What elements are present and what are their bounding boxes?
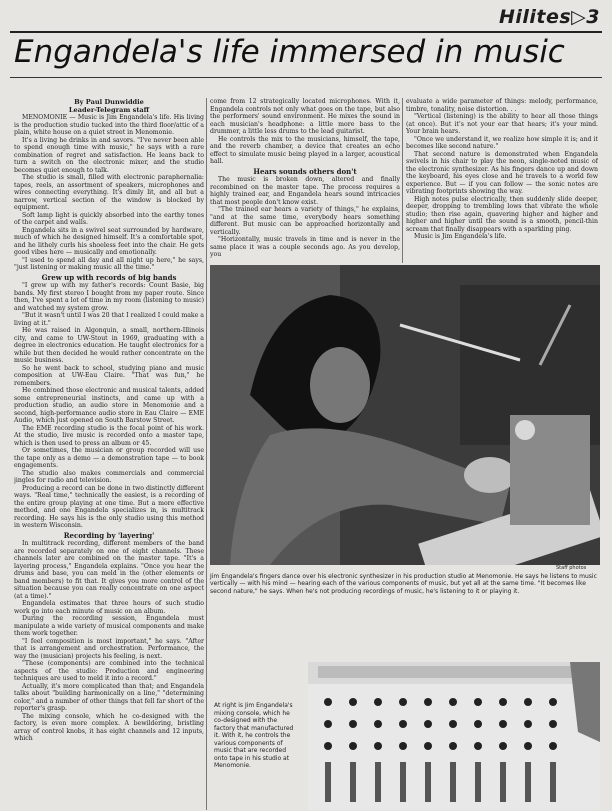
byline-author: By Paul Dunwiddie (74, 98, 144, 106)
article-column-2 (210, 98, 400, 263)
paragraph: During the recording session, Engandela must manipulate a wide variety of musical components and make them work together. (14, 615, 204, 637)
subhead: Grew up with records of big bands (41, 272, 177, 282)
paragraph: "Once we understand it, we realize how simple it is; and it becomes like second nature." (406, 135, 598, 150)
paragraph: In multitrack recording, different members of the band are recorded separately on one of eight channels. These channels later are combined on the master tape. "It's a layering process," Engandela explains. "Once you hear the drums and base, you can meld in the (other elements or band members) to fit that. It gives you more control of the situation because you can really concentrate on one aspect (at a time)." (14, 540, 204, 600)
paragraph: Music is Jim Engandela's life. (414, 233, 507, 240)
paragraph: "I grew up with my father's records: Count Basie, big bands. My first stereo I bought from my paper route. Since then, I've spent a lot of time in my room (listening to music) and watched my system grow. (14, 282, 204, 312)
paragraph: The studio is small, filled with electronic paraphernalia: tapes, reels, an assortment of speakers, microphones and wires connecting everything. It's dimly lit, and all but a narrow, vertical section of the window is blocked by equipment. (14, 174, 204, 211)
byline-staff: Leader-Telegram staff (68, 106, 150, 114)
paragraph: evaluate a wide parameter of things: melody, performance, timbre, tonality, noise distortion. . . (406, 98, 598, 113)
paragraph: Engandela estimates that three hours of such studio work go into each minute of music on an album. (14, 600, 204, 615)
paragraph: High notes pulse electrically, then suddenly slide deeper, deeper, dropping to trembling lows that vibrate the whole studio; then rise again, quavering higher and higher and higher and higher until the sound is a smooth, pencil-thin scream that finally disappears with a sparkling ping. (406, 195, 598, 233)
synthesizer-photo (210, 265, 600, 565)
column-divider (206, 98, 207, 810)
paragraph: "I used to spend all day and all night up here," he says, "just listening or making music all the time." (14, 256, 204, 271)
paragraph: He controls the mix to the musicians, himself, the tape, and the reverb chamber, a device that creates an echo effect to simulate music being played in a larger, acoustical hall. (210, 135, 400, 165)
headline: Engandela's life immersed in music (14, 34, 565, 70)
photo-caption-synthesizer: Jim Engandela's fingers dance over his electronic synthesizer in his production studio at Menomonie. He says he listens to music vertically — with his mind — hearing each of the various components of music, but yet all at the same time. "It becomes like second nature," he says. When he's not producing recordings of music, he's listening to it or playing it. (210, 573, 597, 595)
paragraph: "Horizontally, music travels in time and is never in the same place it was a couple seconds ago. As you develop, you (210, 236, 400, 258)
synthesizer-photo-illustration (210, 265, 600, 565)
paragraph: The mixing console, which he co-designed with the factory, is even more complex. A bewildering, bristling array of control knobs, it has eight channels and 12 inputs, which (14, 712, 204, 742)
paragraph: Engandela sits in a swivel seat surrounded by hardware, much of which he designed himself. It's a comfortable spot, and he lithely curls his shoeless feet into the chair. He gets good vibes here — musically and emotionally. (14, 226, 204, 256)
paragraph: "I feel composition is most important," he says. "After that is arrangement and orchestration. Performance, the way the (musician) projects his feeling, is next. (14, 637, 204, 660)
subhead: Hears sounds others don't (253, 166, 357, 176)
paragraph: "The trained ear hears a variety of things," he explains, "and at the same time, everybody hears something different. But music can be approached horizontally and vertically. (210, 206, 400, 236)
paragraph: Soft lamp light is quickly absorbed into the earthy tones of the carpet and walls. (14, 211, 204, 226)
paragraph: The studio also makes commercials and commercial jingles for radio and television. (14, 469, 204, 484)
paragraph: He combined those electronic and musical talents, added some entrepreneurial instincts, and came up with a production studio, an audio store in Menomonie and a second, high-performance audio store in Eau Claire — EME Audio, which just opened on South Barstow Street. (14, 387, 204, 424)
article-column-1 (14, 98, 204, 810)
paragraph: The music is broken down, altered and finally recombined on the master tape. The process requires a highly trained ear, and Engandela hears sound intricacies that most people don't know exist. (210, 176, 400, 206)
subhead: Recording by 'layering' (63, 530, 155, 540)
section-masthead: Hilites▷3 (498, 6, 600, 28)
paragraph: The EME recording studio is the focal point of his work. At the studio, live music is recorded onto a master tape, which is then used to press an album or 45. (14, 424, 204, 447)
article-column-3 (406, 98, 598, 263)
paragraph: "But it wasn't until I was 20 that I realized I could make a living at it." (14, 312, 204, 327)
paragraph: Or sometimes, the musician or group recorded will use the tape only as a demo — a demonstration tape — to book engagements. (14, 447, 204, 469)
paragraph: Actually, it's more complicated than that; and Engandela talks about "building harmonically on a line," "determining color," and a number of other things that fell far short of the reporter's grasp. (14, 682, 204, 712)
paragraph: MENOMONIE — Music is Jim Engandela's life. His living is the production studio tucked into the third floor/attic of a plain, white house on a quiet street in Menomonie. (14, 114, 204, 136)
mixing-console-photo (308, 662, 600, 810)
paragraph: That second nature is demonstrated when Engandela swivels in his chair to play the neon, single-noted music of the electronic synthesizer. As his fingers dance up and down the keyboard, his eyes close and he travels to a world few experience. But — if you can follow — the sonic notes are vibrating footprints showing the way. (406, 150, 598, 195)
photo-credit: Staff photos (556, 565, 587, 571)
paragraph: "These (components) are combined into the technical aspects of the studio: Production and engineering techniques are used to meld it into a record." (14, 660, 204, 682)
photo-caption-console: At right is Jim Engandela's mixing console, which he co-designed with the factory that manufactured it. With it, he controls the various components of music that are recorded onto tape in his studio at Menomonie. (214, 702, 294, 769)
paragraph: It's a living he drinks in and savors. "I've never been able to spend enough time with music," he says with a rare combination of regret and satisfaction. He leans back to turn a switch on the electronic mixer, and the studio becomes quiet enough to talk. (14, 136, 204, 174)
paragraph: come from 12 strategically located microphones. With it, Engandela controls not only what goes on the tape, but also the performers' sound environment. He mixes the sound in each musician's headphone: a little more bass to the drummer, a little less drums to the lead guitarist. (210, 98, 400, 135)
paragraph: He was raised in Algonquin, a small, northern-Illinois city, and came to UW-Stout in 1969, graduating with a degree in electronics education. He taught electronics for a while but then decided he would rather concentrate on the music business. (14, 327, 204, 364)
paragraph: So he went back to school, studying piano and music composition at UW-Eau Claire. "That was fun," he remembers. (14, 364, 204, 387)
mixing-console-illustration (308, 662, 600, 810)
paragraph: "Vertical (listening) is the ability to hear all those things (at once). But it's not your ear that hears; it's your mind. Your brain hears. (406, 113, 598, 135)
column-divider (402, 98, 403, 263)
headline-rule (10, 77, 602, 78)
paragraph: Producing a record can be done in two distinctly different ways. "Real time," technically the easiest, is a recording of the entire group playing at one time. But a more effective method, and one Engandela specializes in, is multitrack recording. He says his is the only studio using this method in western Wisconsin. (14, 484, 204, 529)
